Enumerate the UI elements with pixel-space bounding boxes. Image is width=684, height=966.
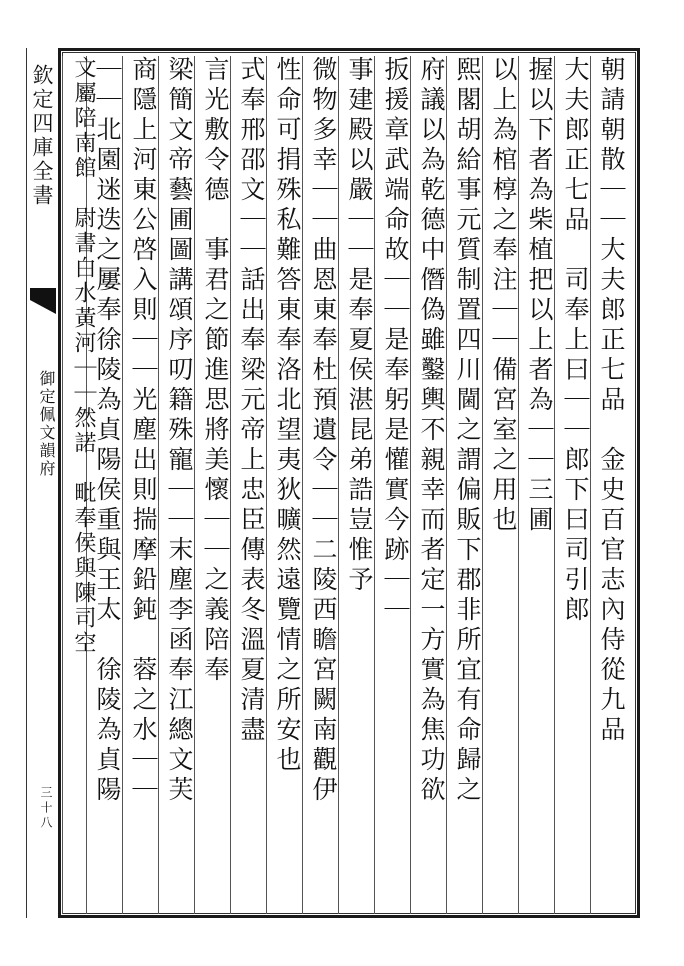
text-column: 大夫郎正七品 司奉上曰｜｜郎下曰司引郎 [554,56,594,914]
text-column: 梁簡文帝藝圃圖講頌序叨籍殊寵｜｜末塵李函奉江總文芙 [158,56,198,914]
text-column: 以上為棺椁之奉注｜｜備宮室之用也 [482,56,522,914]
text-column: 握以下者為柴植把以上者為｜｜三圃 [518,56,558,914]
text-column: 微物多幸｜｜曲恩東奉杜預遺令｜｜二陵西瞻宮闕南觀伊 [302,56,342,914]
text-column: 商隱上河東公啓入則｜｜光塵出則揣摩鉛鈍 蓉之水｜｜ [122,56,162,914]
text-column: 扳援章武端命故｜｜是奉躬是懽實今跡｜｜ [374,56,414,914]
text-column: 式奉邢邵文｜｜話出奉梁元帝上忠臣傳表冬溫夏清盡 [230,56,270,914]
text-column: 熙閣胡給事元質制置四川閫之謂偏販下郡非所宜有命歸之 [446,56,486,914]
volume-title: 御定佩文韻府 [37,370,56,478]
page-margin [26,48,59,918]
text-column: ｜｜北園迷迭之屢奉徐陵為貞陽侯重與王太 徐陵為貞陽 [86,56,126,914]
text-column: 文屬陪南館 尉書白水黃河｜｜然諾 毗奉侯與陳司空 [62,56,90,914]
fishtail-mark-icon [28,286,60,322]
page-number: 三十八 [39,786,53,831]
text-column: 性命可捐殊私難答東奉洛北望夷狄曠然遠覽情之所安也 [266,56,306,914]
text-column: 朝請朝散｜｜大夫郎正七品 金史百官志內侍從九品 [590,56,630,914]
text-column: 事建殿以嚴｜｜是奉夏侯湛昆弟誥豈惟予 [338,56,378,914]
book-title: 欽定四庫全書 [30,64,54,208]
text-column: 言光敷令德 事君之節進思將美懷｜｜之義陪奉 [194,56,234,914]
text-column: 府議以為乾德中僭偽雖鑿輿不親幸而者定一方實為焦功欲 [410,56,450,914]
